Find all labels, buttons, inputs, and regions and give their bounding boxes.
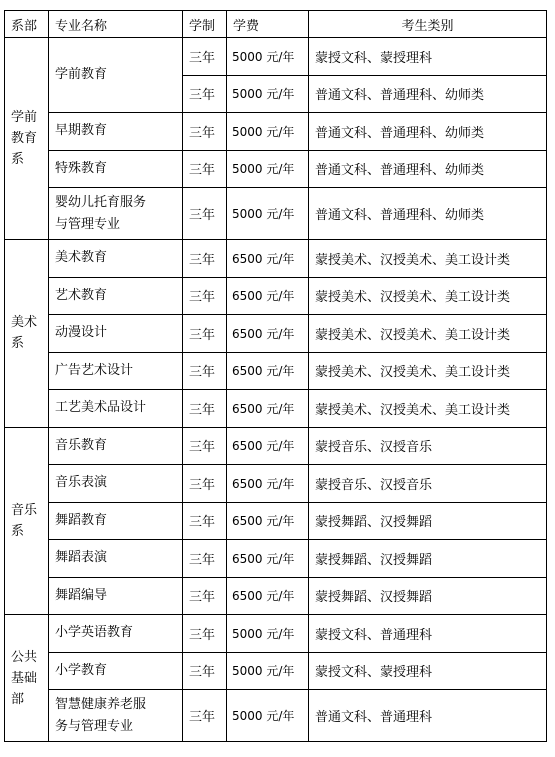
fee-cell: 5000 元/年 — [227, 690, 309, 742]
major-cell: 舞蹈编导 — [49, 577, 183, 615]
duration-cell: 三年 — [183, 690, 227, 742]
header-category: 考生类别 — [309, 11, 547, 38]
category-cell: 蒙授文科、蒙授理科 — [309, 38, 547, 76]
fee-cell: 5000 元/年 — [227, 38, 309, 76]
fee-cell: 6500 元/年 — [227, 427, 309, 465]
header-major: 专业名称 — [49, 11, 183, 38]
table-row — [5, 577, 547, 615]
fee-cell: 6500 元/年 — [227, 277, 309, 315]
table-row — [5, 352, 547, 390]
fee-cell: 6500 元/年 — [227, 465, 309, 503]
major-cell: 舞蹈表演 — [49, 540, 183, 578]
major-cell: 美术教育 — [49, 240, 183, 278]
major-cell: 艺术教育 — [49, 277, 183, 315]
table-body — [5, 38, 547, 742]
fee-cell: 5000 元/年 — [227, 615, 309, 653]
category-cell: 蒙授美术、汉授美术、美工设计类 — [309, 240, 547, 278]
major-cell: 学前教育 — [49, 38, 183, 113]
fee-cell: 5000 元/年 — [227, 75, 309, 113]
major-cell: 音乐表演 — [49, 465, 183, 503]
department-cell: 美术 系 — [5, 240, 49, 428]
table-row — [5, 540, 547, 578]
major-cell: 舞蹈教育 — [49, 502, 183, 540]
duration-cell: 三年 — [183, 615, 227, 653]
fee-cell: 6500 元/年 — [227, 577, 309, 615]
category-cell: 蒙授文科、蒙授理科 — [309, 652, 547, 690]
fee-cell: 5000 元/年 — [227, 113, 309, 151]
table-row — [5, 427, 547, 465]
major-cell: 小学教育 — [49, 652, 183, 690]
enrollment-table — [4, 10, 547, 742]
major-cell: 小学英语教育 — [49, 615, 183, 653]
duration-cell: 三年 — [183, 150, 227, 188]
major-cell: 婴幼儿托育服务 与管理专业 — [49, 188, 183, 240]
table-row — [5, 315, 547, 353]
category-cell: 蒙授文科、普通理科 — [309, 615, 547, 653]
duration-cell: 三年 — [183, 465, 227, 503]
duration-cell: 三年 — [183, 315, 227, 353]
duration-cell: 三年 — [183, 113, 227, 151]
category-cell: 蒙授舞蹈、汉授舞蹈 — [309, 540, 547, 578]
major-cell: 特殊教育 — [49, 150, 183, 188]
duration-cell: 三年 — [183, 652, 227, 690]
duration-cell: 三年 — [183, 38, 227, 76]
table-row — [5, 652, 547, 690]
table-row — [5, 38, 547, 76]
category-cell: 蒙授美术、汉授美术、美工设计类 — [309, 315, 547, 353]
duration-cell: 三年 — [183, 277, 227, 315]
fee-cell: 5000 元/年 — [227, 188, 309, 240]
category-cell: 普通文科、普通理科、幼师类 — [309, 75, 547, 113]
department-cell: 学前 教育 系 — [5, 38, 49, 240]
category-cell: 蒙授美术、汉授美术、美工设计类 — [309, 277, 547, 315]
duration-cell: 三年 — [183, 188, 227, 240]
category-cell: 蒙授美术、汉授美术、美工设计类 — [309, 352, 547, 390]
major-cell: 智慧健康养老服 务与管理专业 — [49, 690, 183, 742]
table-row — [5, 240, 547, 278]
duration-cell: 三年 — [183, 502, 227, 540]
major-cell: 工艺美术品设计 — [49, 390, 183, 428]
table-row — [5, 113, 547, 151]
table-row — [5, 277, 547, 315]
category-cell: 普通文科、普通理科 — [309, 690, 547, 742]
header-department: 系部 — [5, 11, 49, 38]
duration-cell: 三年 — [183, 540, 227, 578]
table-row — [5, 150, 547, 188]
fee-cell: 6500 元/年 — [227, 315, 309, 353]
category-cell: 蒙授美术、汉授美术、美工设计类 — [309, 390, 547, 428]
fee-cell: 6500 元/年 — [227, 352, 309, 390]
fee-cell: 6500 元/年 — [227, 540, 309, 578]
duration-cell: 三年 — [183, 75, 227, 113]
category-cell: 蒙授舞蹈、汉授舞蹈 — [309, 502, 547, 540]
table-row — [5, 188, 547, 240]
header-row — [5, 11, 547, 38]
fee-cell: 6500 元/年 — [227, 502, 309, 540]
table-row — [5, 615, 547, 653]
category-cell: 普通文科、普通理科、幼师类 — [309, 150, 547, 188]
category-cell: 蒙授舞蹈、汉授舞蹈 — [309, 577, 547, 615]
category-cell: 蒙授音乐、汉授音乐 — [309, 427, 547, 465]
header-fee: 学费 — [227, 11, 309, 38]
table-row — [5, 502, 547, 540]
major-cell: 音乐教育 — [49, 427, 183, 465]
fee-cell: 5000 元/年 — [227, 150, 309, 188]
table-row — [5, 690, 547, 742]
header-duration: 学制 — [183, 11, 227, 38]
major-cell: 动漫设计 — [49, 315, 183, 353]
category-cell: 蒙授音乐、汉授音乐 — [309, 465, 547, 503]
duration-cell: 三年 — [183, 390, 227, 428]
department-cell: 公共 基础 部 — [5, 615, 49, 742]
major-cell: 早期教育 — [49, 113, 183, 151]
duration-cell: 三年 — [183, 577, 227, 615]
fee-cell: 6500 元/年 — [227, 390, 309, 428]
table-row — [5, 390, 547, 428]
duration-cell: 三年 — [183, 352, 227, 390]
fee-cell: 5000 元/年 — [227, 652, 309, 690]
department-cell: 音乐 系 — [5, 427, 49, 615]
duration-cell: 三年 — [183, 427, 227, 465]
category-cell: 普通文科、普通理科、幼师类 — [309, 113, 547, 151]
major-cell: 广告艺术设计 — [49, 352, 183, 390]
duration-cell: 三年 — [183, 240, 227, 278]
category-cell: 普通文科、普通理科、幼师类 — [309, 188, 547, 240]
fee-cell: 6500 元/年 — [227, 240, 309, 278]
table-row — [5, 465, 547, 503]
